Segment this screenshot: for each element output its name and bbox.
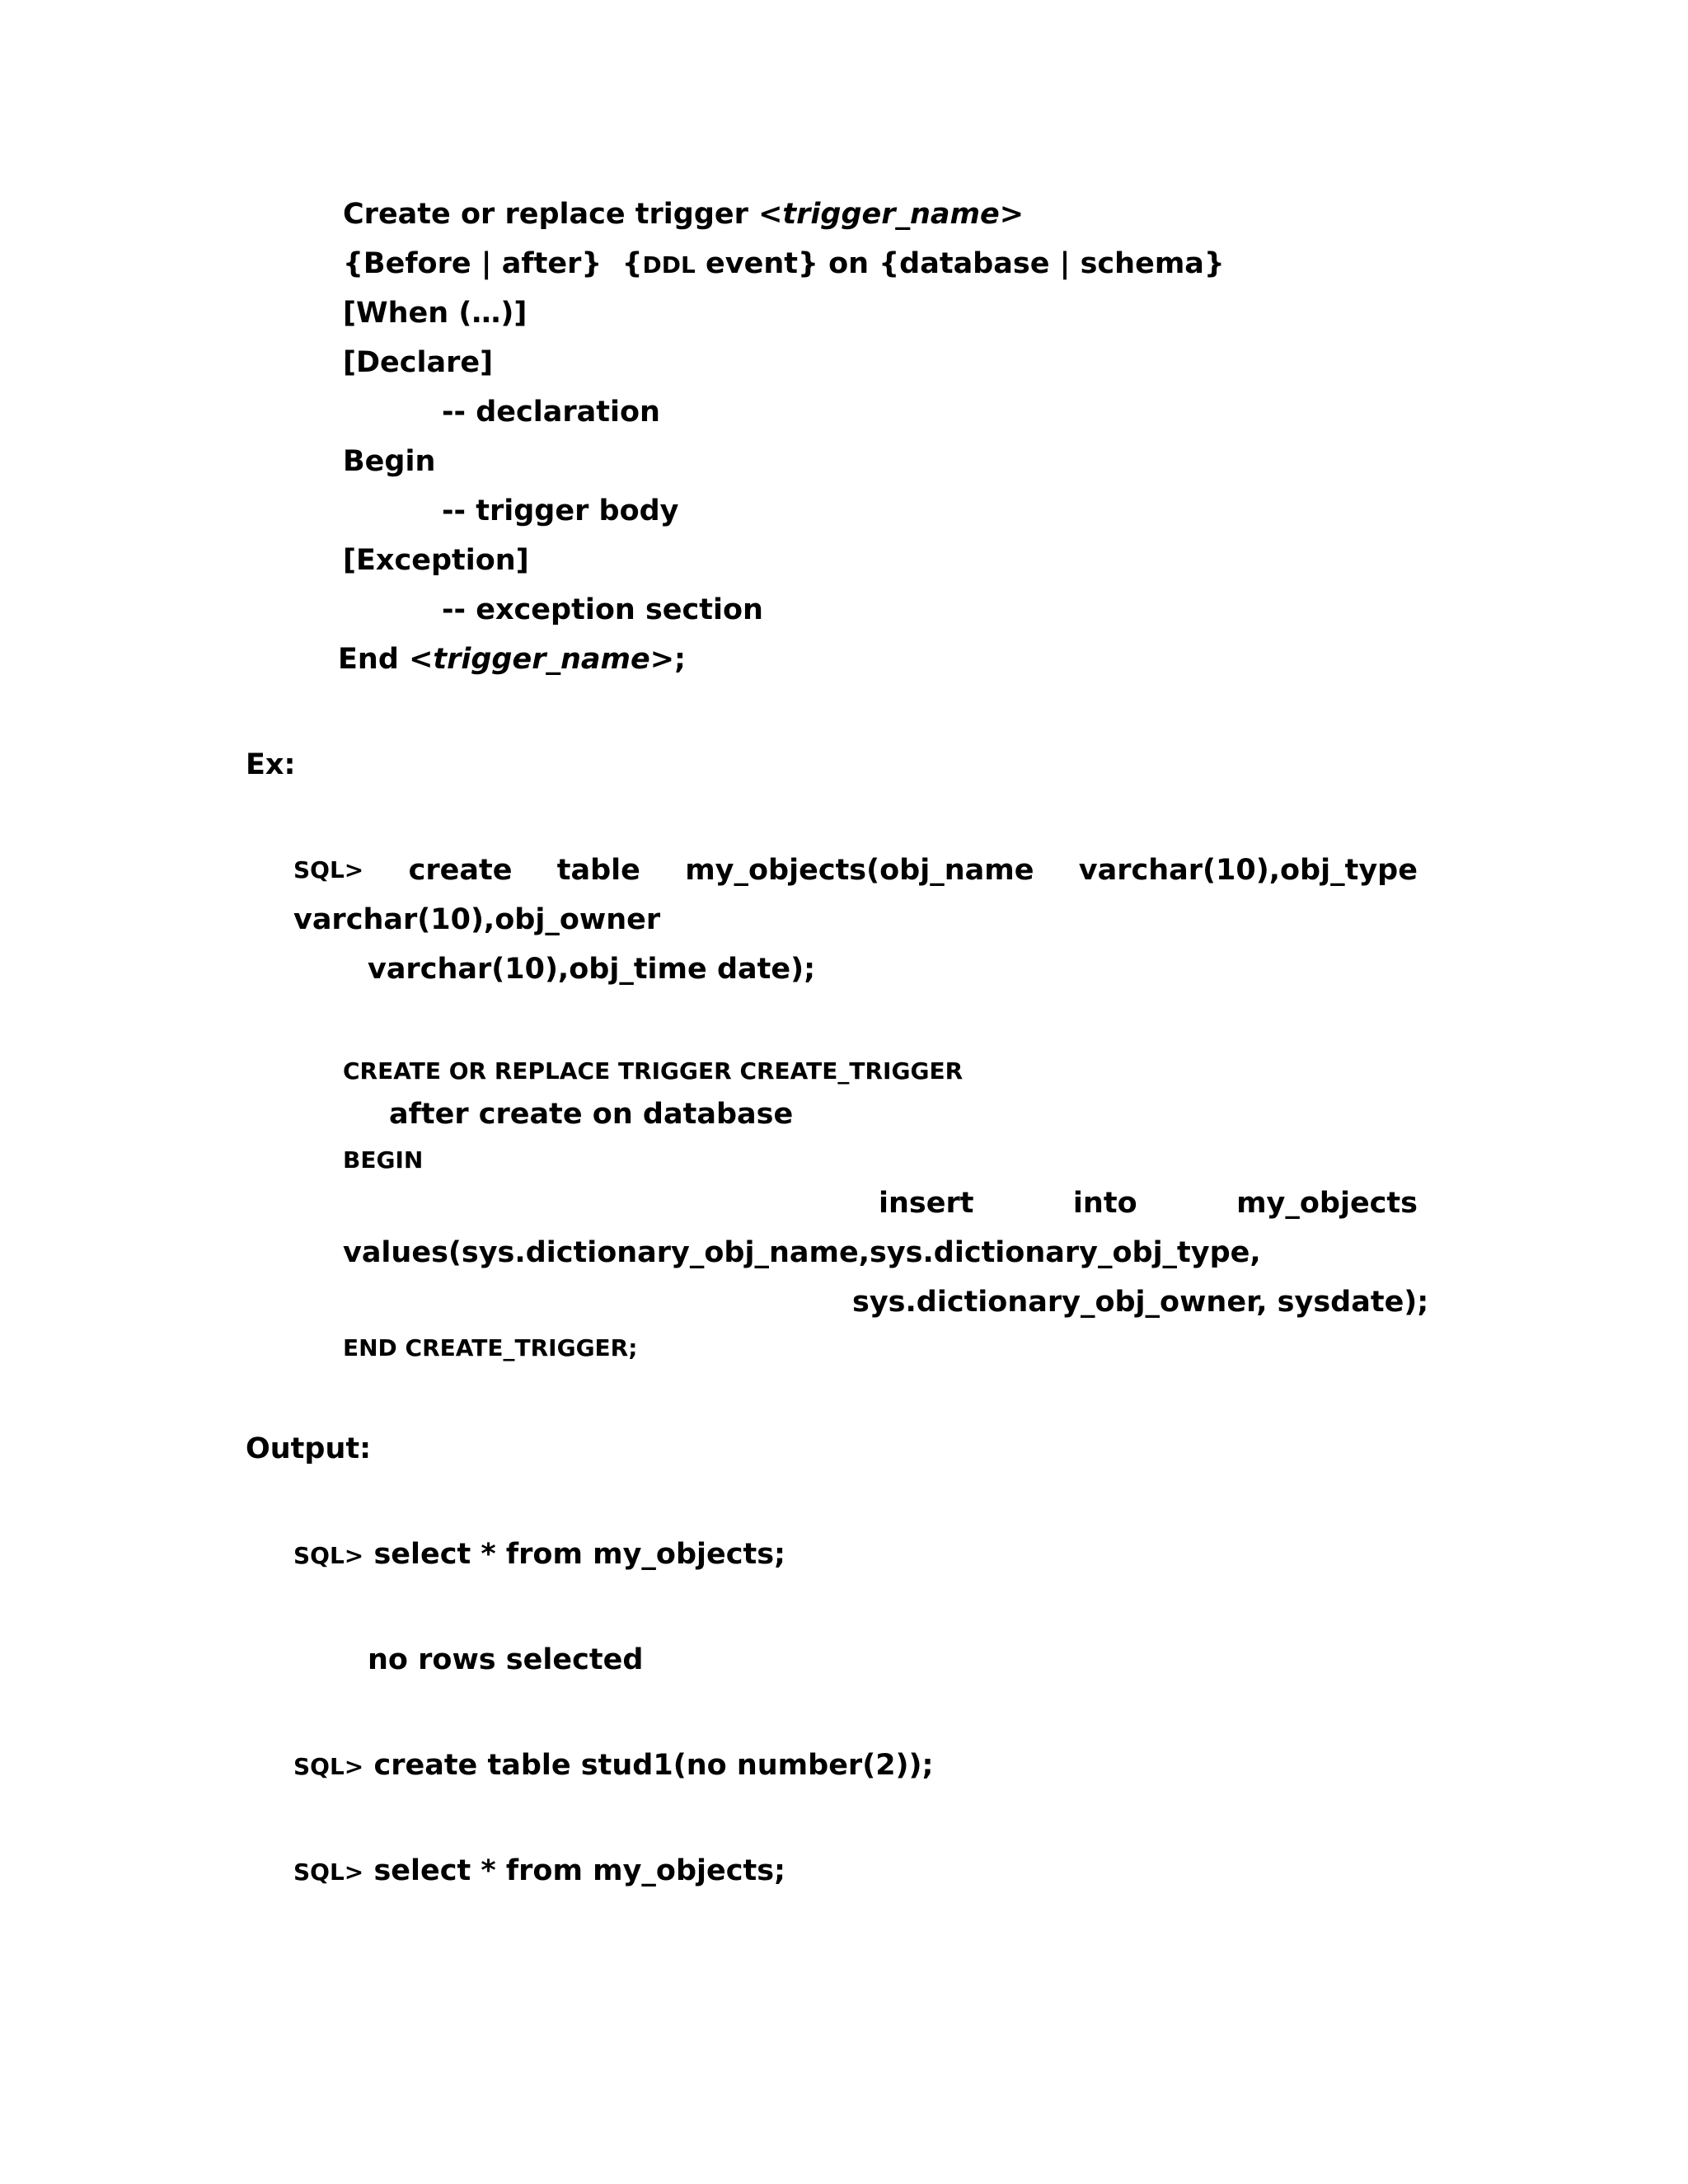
example-line-3: varchar(10),obj_time date); — [368, 953, 816, 986]
trigger-line-1: CREATE OR REPLACE TRIGGER CREATE_TRIGGER — [343, 1057, 964, 1085]
syntax-line-9: -- exception section — [442, 593, 763, 626]
syntax-text: Create or replace trigger < — [343, 198, 783, 231]
trigger-line-7: END CREATE_TRIGGER; — [343, 1334, 638, 1361]
example-line-2: varchar(10),obj_owner — [293, 903, 661, 936]
trigger-line-2: after create on database — [389, 1098, 794, 1131]
sql-prompt: SQL> — [293, 1542, 364, 1569]
syntax-line-5: -- declaration — [442, 396, 660, 429]
output-query-text: select * from my_objects; — [363, 1854, 786, 1887]
example-heading: Ex: — [246, 748, 296, 781]
sql-prompt: SQL> — [293, 1753, 364, 1780]
output-query-3 — [293, 1853, 785, 1889]
trigger-word: my_objects — [1236, 1187, 1418, 1220]
syntax-line-3: [When (…)] — [343, 297, 528, 330]
trigger-line-5: values(sys.dictionary_obj_name,sys.dictionary_obj_type, — [343, 1236, 1261, 1269]
output-query-2 — [293, 1747, 934, 1783]
trigger-line-6: sys.dictionary_obj_owner, sysdate); — [852, 1286, 1429, 1319]
output-query-1 — [293, 1536, 785, 1572]
syntax-line-7: -- trigger body — [442, 494, 679, 527]
example-word: table — [556, 854, 640, 887]
syntax-text: End < — [338, 643, 434, 676]
syntax-ddl: DDL — [642, 251, 696, 279]
syntax-text: {Before | after} { — [343, 247, 643, 280]
output-heading: Output: — [246, 1432, 372, 1465]
syntax-line-1 — [343, 196, 1024, 232]
trigger-line-3: BEGIN — [343, 1146, 424, 1174]
sql-prompt: SQL> — [293, 1858, 364, 1886]
output-result-1: no rows selected — [368, 1643, 644, 1676]
trigger-word: into — [1072, 1187, 1137, 1220]
syntax-line-10 — [338, 641, 686, 677]
syntax-line-4: [Declare] — [343, 346, 494, 379]
syntax-text: > — [999, 198, 1025, 231]
example-word: create — [408, 854, 513, 887]
syntax-placeholder: trigger_name — [782, 198, 1000, 231]
trigger-line-4 — [879, 1185, 1418, 1221]
output-query-text: select * from my_objects; — [363, 1538, 786, 1571]
trigger-word: insert — [879, 1187, 974, 1220]
example-line-1 — [293, 852, 1418, 888]
example-word: varchar(10),obj_type — [1078, 854, 1418, 887]
sql-prompt: SQL> — [293, 856, 364, 883]
output-query-text: create table stud1(no number(2)); — [363, 1749, 934, 1782]
syntax-line-8: [Exception] — [343, 544, 529, 577]
syntax-text: event} on {database | schema} — [695, 247, 1225, 280]
syntax-placeholder: trigger_name — [433, 643, 650, 676]
syntax-line-2 — [343, 246, 1225, 282]
syntax-line-6: Begin — [343, 445, 436, 478]
syntax-text: >; — [649, 643, 687, 676]
example-word: my_objects(obj_name — [685, 854, 1034, 887]
